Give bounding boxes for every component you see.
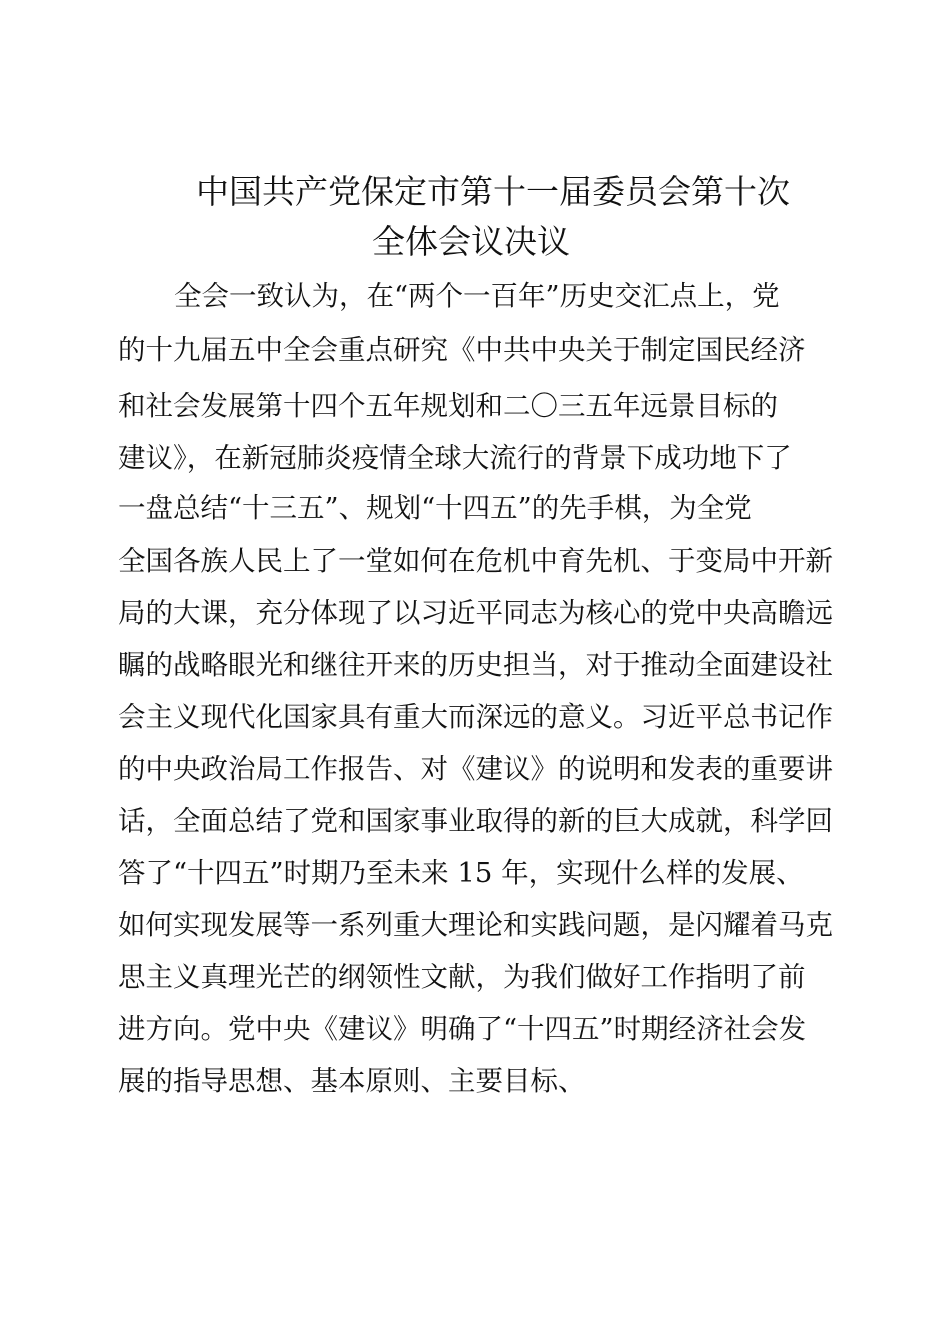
body-text-line: 全会一致认为，在“两个一百年”历史交汇点上，党 — [174, 280, 780, 312]
body-text-line: 的十九届五中全会重点研究《中共中央关于制定国民经济 — [118, 334, 806, 366]
body-text-line: 一盘总结“十三五”、规划“十四五”的先手棋，为全党 — [118, 492, 752, 524]
body-text-line: 瞩的战略眼光和继往开来的历史担当，对于推动全面建设社 — [118, 649, 833, 681]
body-text-line: 话，全面总结了党和国家事业取得的新的巨大成就，科学回 — [118, 805, 833, 837]
body-text-line: 全国各族人民上了一堂如何在危机中育先机、于变局中开新 — [118, 545, 833, 577]
document-title-line-1: 中国共产党保定市第十一届委员会第十次 — [196, 172, 790, 211]
body-text-line: 建议》，在新冠肺炎疫情全球大流行的背景下成功地下了 — [118, 442, 792, 474]
body-text-line: 答了“十四五”时期乃至未来 15 年，实现什么样的发展、 — [118, 857, 804, 889]
body-text-line: 展的指导思想、基本原则、主要目标、 — [118, 1065, 586, 1097]
body-text-line: 思主义真理光芒的纲领性文献，为我们做好工作指明了前 — [118, 961, 806, 993]
body-text-line: 和社会发展第十四个五年规划和二〇三五年远景目标的 — [118, 390, 778, 422]
body-text-line: 的中央政治局工作报告、对《建议》的说明和发表的重要讲 — [118, 753, 833, 785]
body-text-line: 会主义现代化国家具有重大而深远的意义。习近平总书记作 — [118, 701, 833, 733]
body-text-line: 局的大课，充分体现了以习近平同志为核心的党中央高瞻远 — [118, 597, 833, 629]
body-text-line: 进方向。党中央《建议》明确了“十四五”时期经济社会发 — [118, 1013, 807, 1045]
body-text-line: 如何实现发展等一系列重大理论和实践问题，是闪耀着马克 — [118, 909, 833, 941]
document-title-line-2: 全体会议决议 — [372, 222, 570, 261]
